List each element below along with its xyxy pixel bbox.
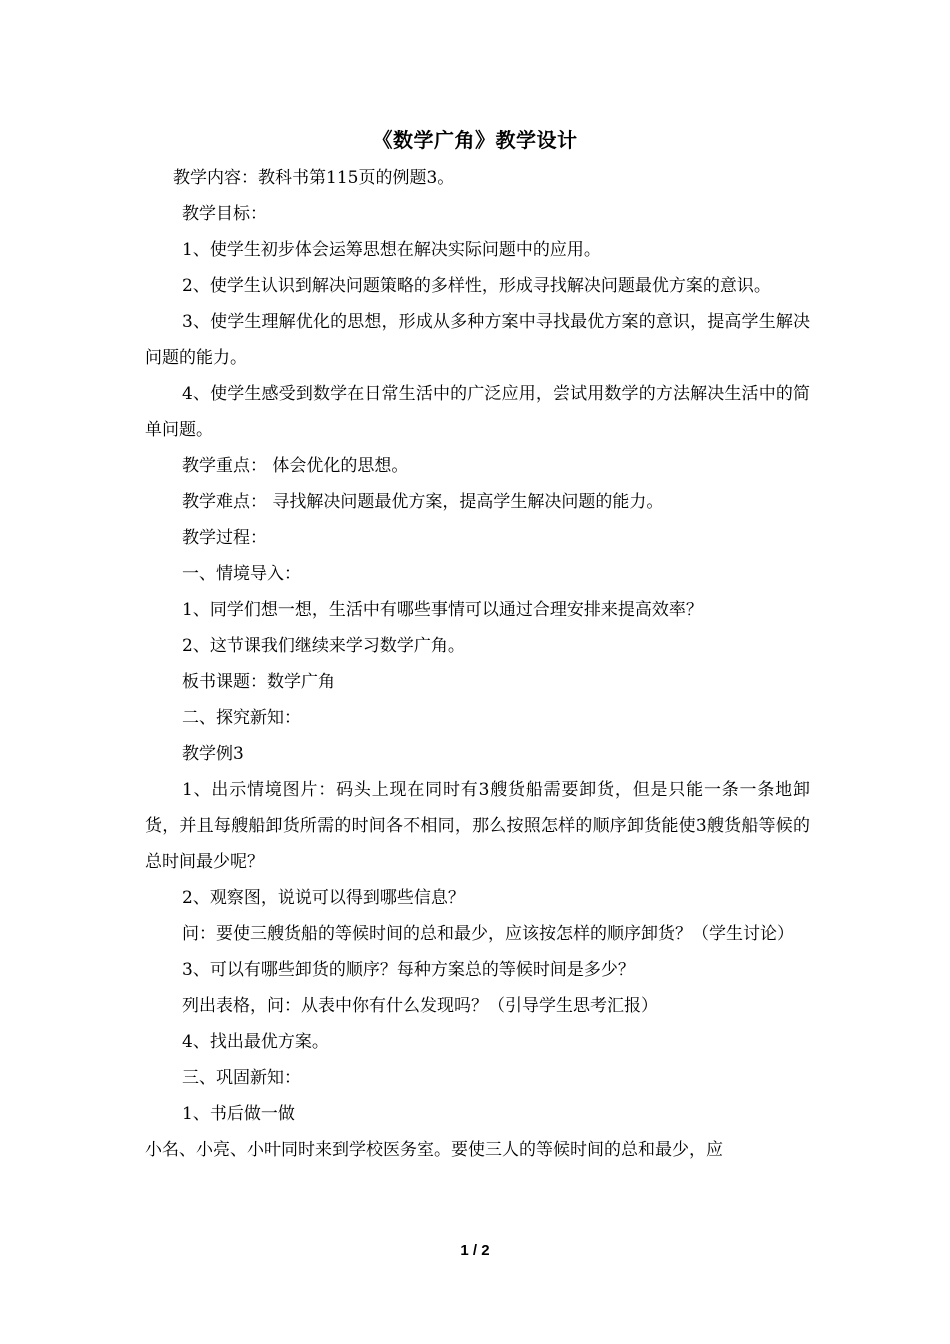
paragraph-goal-4: 4、使学生感受到数学在日常生活中的广泛应用，尝试用数学的方法解决生活中的简单问题。 bbox=[145, 384, 810, 440]
paragraph-process-heading: 教学过程： bbox=[182, 528, 267, 548]
paragraph-section-1-heading: 一、情境导入： bbox=[182, 564, 301, 584]
document-body bbox=[145, 160, 810, 1168]
paragraph-table-question: 列出表格，问：从表中你有什么发现吗？（引导学生思考汇报） bbox=[182, 996, 658, 1016]
document-title: 《数学广角》教学设计 bbox=[372, 128, 578, 152]
paragraph-explore-1: 1、出示情境图片：码头上现在同时有3艘货船需要卸货，但是只能一条一条地卸货，并且每艘船卸货所需的时间各不相同，那么按照怎样的顺序卸货能使3艘货船等候的总时间最少呢？ bbox=[145, 780, 810, 872]
paragraph-goal-2: 2、使学生认识到解决问题策略的多样性，形成寻找解决问题最优方案的意识。 bbox=[182, 276, 771, 296]
paragraph-goal-3: 3、使学生理解优化的思想，形成从多种方案中寻找最优方案的意识，提高学生解决问题的能力。 bbox=[145, 312, 810, 368]
paragraph-board-title: 板书课题：数学广角 bbox=[182, 672, 335, 692]
paragraph-intro-2: 2、这节课我们继续来学习数学广角。 bbox=[182, 636, 465, 656]
paragraph-teaching-goals-heading: 教学目标： bbox=[182, 204, 267, 224]
paragraph-goal-1: 1、使学生初步体会运筹思想在解决实际问题中的应用。 bbox=[182, 240, 601, 260]
paragraph-key-point: 教学重点： 体会优化的思想。 bbox=[182, 456, 409, 476]
paragraph-question: 问：要使三艘货船的等候时间的总和最少，应该按怎样的顺序卸货？（学生讨论） bbox=[182, 924, 794, 944]
paragraph-practice-text: 小名、小亮、小叶同时来到学校医务室。要使三人的等候时间的总和最少，应 bbox=[145, 1140, 723, 1160]
paragraph-explore-3: 3、可以有哪些卸货的顺序？每种方案总的等候时间是多少？ bbox=[182, 960, 635, 980]
paragraph-explore-2: 2、观察图，说说可以得到哪些信息？ bbox=[182, 888, 465, 908]
paragraph-teaching-content: 教学内容：教科书第115页的例题3。 bbox=[173, 168, 455, 188]
paragraph-section-2-heading: 二、探究新知： bbox=[182, 708, 301, 728]
paragraph-practice-1: 1、书后做一做 bbox=[182, 1104, 295, 1124]
paragraph-section-3-heading: 三、巩固新知： bbox=[182, 1068, 301, 1088]
paragraph-intro-1: 1、同学们想一想，生活中有哪些事情可以通过合理安排来提高效率？ bbox=[182, 600, 703, 620]
paragraph-example-3: 教学例3 bbox=[182, 744, 244, 764]
page-number: 1 / 2 bbox=[460, 1242, 490, 1259]
paragraph-explore-4: 4、找出最优方案。 bbox=[182, 1032, 329, 1052]
paragraph-difficulty: 教学难点： 寻找解决问题最优方案，提高学生解决问题的能力。 bbox=[182, 492, 664, 512]
